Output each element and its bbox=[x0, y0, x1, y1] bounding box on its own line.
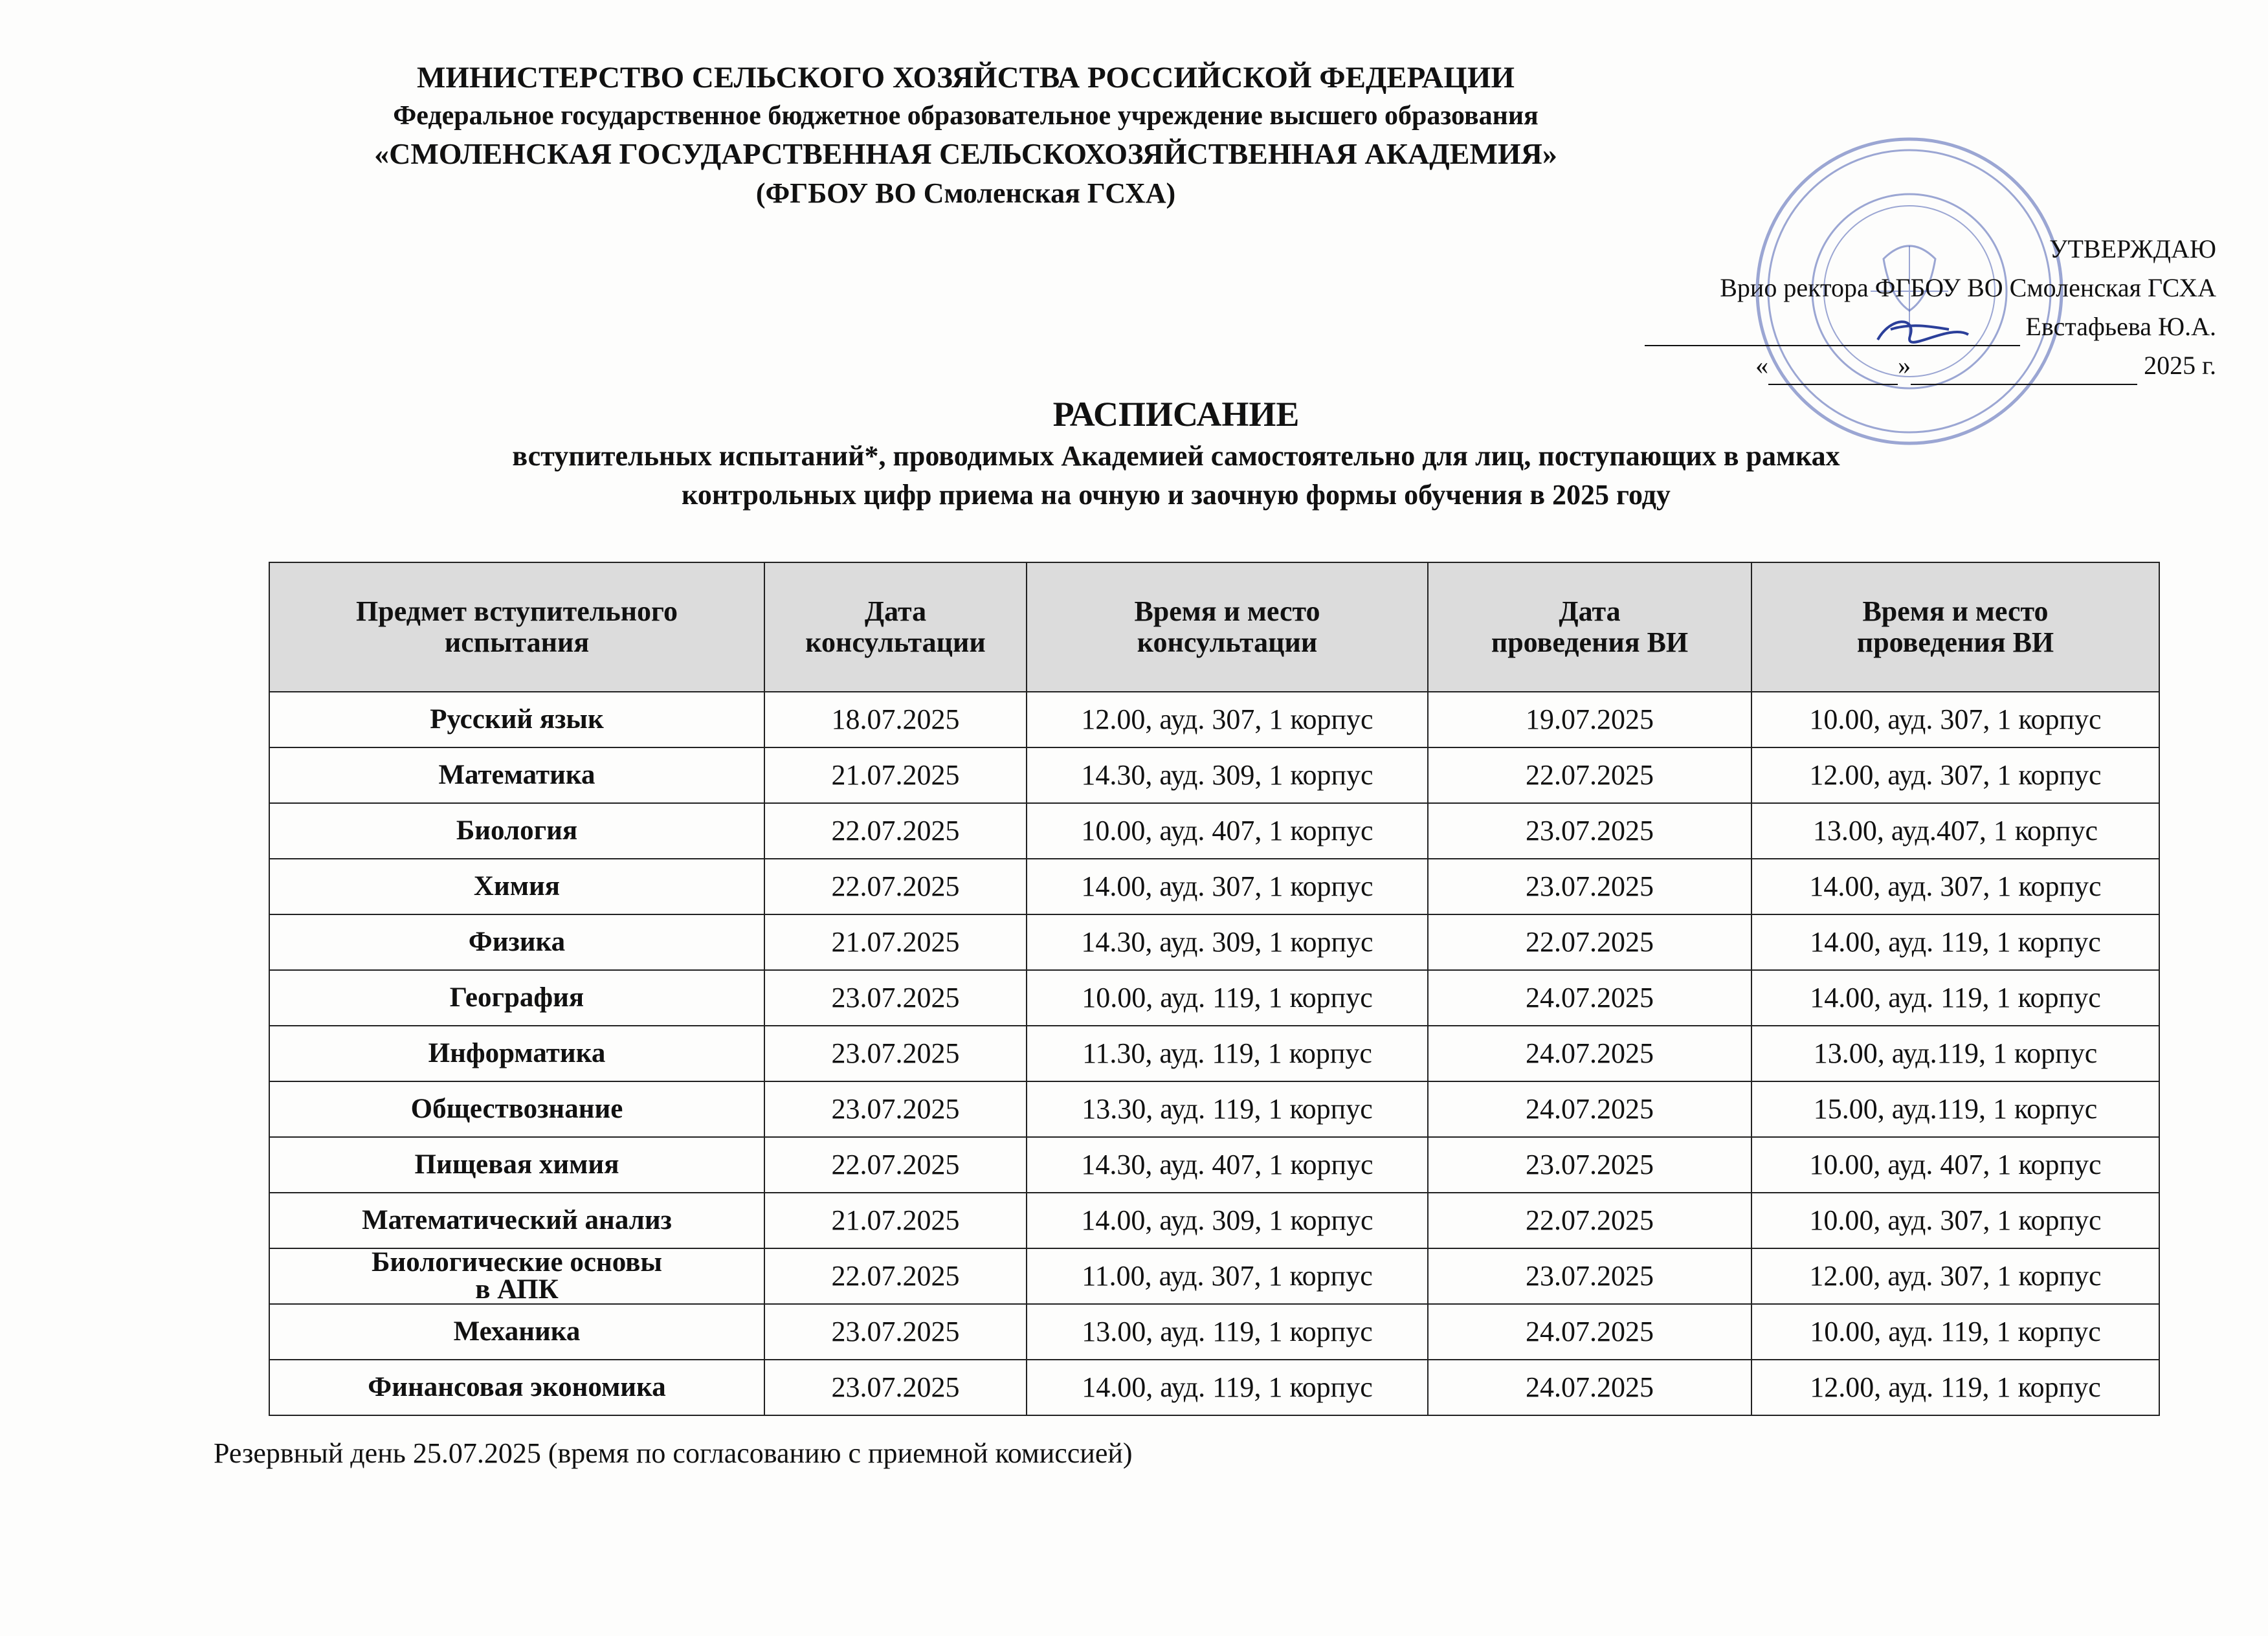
table-row bbox=[269, 970, 2159, 1026]
table-row bbox=[269, 1248, 2159, 1304]
subject-cell: Математический анализ bbox=[269, 1193, 764, 1248]
column-header-line: Предмет вступительного bbox=[356, 595, 678, 627]
table-cell: 23.07.2025 bbox=[764, 1081, 1027, 1137]
column-header-line: проведения ВИ bbox=[1491, 626, 1689, 658]
table-cell: 23.07.2025 bbox=[764, 1026, 1027, 1081]
subject-cell: Биологические основы в АПК bbox=[269, 1248, 764, 1304]
column-header-line: испытания bbox=[444, 626, 590, 658]
table-cell: 10.00, ауд. 119, 1 корпус bbox=[1751, 1304, 2159, 1360]
table-cell: 13.00, ауд.407, 1 корпус bbox=[1751, 803, 2159, 859]
table-row bbox=[269, 859, 2159, 914]
column-header bbox=[764, 562, 1027, 692]
column-header bbox=[1428, 562, 1751, 692]
table-cell: 14.00, ауд. 309, 1 корпус bbox=[1027, 1193, 1428, 1248]
table-cell: 10.00, ауд. 407, 1 корпус bbox=[1751, 1137, 2159, 1193]
table-cell: 21.07.2025 bbox=[764, 747, 1027, 803]
subject-cell: Физика bbox=[269, 914, 764, 970]
reserve-day-note: Резервный день 25.07.2025 (время по согласованию с приемной комиссией) bbox=[214, 1437, 1133, 1469]
table-cell: 14.30, ауд. 309, 1 корпус bbox=[1027, 747, 1428, 803]
subtitle-line-2: контрольных цифр приема на очную и заочную формы обучения в 2025 году bbox=[682, 479, 1671, 511]
rector-name: Евстафьева Ю.А. bbox=[2025, 312, 2216, 341]
subject-cell: Обществознание bbox=[269, 1081, 764, 1137]
table-cell: 23.07.2025 bbox=[764, 1360, 1027, 1415]
table-cell: 14.00, ауд. 119, 1 корпус bbox=[1751, 914, 2159, 970]
table-header-row bbox=[269, 562, 2159, 692]
ministry-title: МИНИСТЕРСТВО СЕЛЬСКОГО ХОЗЯЙСТВА РОССИЙСКОЙ ФЕДЕРАЦИИ bbox=[417, 61, 1515, 94]
table-cell: 21.07.2025 bbox=[764, 1193, 1027, 1248]
subject-cell: Русский язык bbox=[269, 692, 764, 747]
table-cell: 11.30, ауд. 119, 1 корпус bbox=[1027, 1026, 1428, 1081]
table-cell: 11.00, ауд. 307, 1 корпус bbox=[1027, 1248, 1428, 1304]
table-cell: 22.07.2025 bbox=[764, 803, 1027, 859]
table-cell: 13.30, ауд. 119, 1 корпус bbox=[1027, 1081, 1428, 1137]
table-row bbox=[269, 803, 2159, 859]
institution-short-name: (ФГБОУ ВО Смоленская ГСХА) bbox=[755, 177, 1176, 209]
table-row bbox=[269, 1137, 2159, 1193]
table-cell: 22.07.2025 bbox=[764, 859, 1027, 914]
date-day-blank bbox=[1768, 355, 1898, 385]
table-row bbox=[269, 914, 2159, 970]
column-header-line: Дата bbox=[864, 595, 927, 627]
date-month-blank bbox=[1911, 355, 2137, 385]
table-cell: 23.07.2025 bbox=[1428, 859, 1751, 914]
column-header-line: проведения ВИ bbox=[1856, 626, 2054, 658]
table-cell: 24.07.2025 bbox=[1428, 970, 1751, 1026]
table-row bbox=[269, 1193, 2159, 1248]
table-cell: 19.07.2025 bbox=[1428, 692, 1751, 747]
document-header bbox=[0, 58, 1931, 214]
table-cell: 10.00, ауд. 119, 1 корпус bbox=[1027, 970, 1428, 1026]
table-cell: 14.00, ауд. 119, 1 корпус bbox=[1751, 970, 2159, 1026]
institution-type: Федеральное государственное бюджетное образовательное учреждение высшего образования bbox=[393, 101, 1539, 131]
approval-block bbox=[1645, 230, 2216, 385]
table-cell: 10.00, ауд. 407, 1 корпус bbox=[1027, 803, 1428, 859]
table-cell: 23.07.2025 bbox=[1428, 1137, 1751, 1193]
table-row bbox=[269, 692, 2159, 747]
table-cell: 14.30, ауд. 309, 1 корпус bbox=[1027, 914, 1428, 970]
approval-signature-line bbox=[1645, 307, 2216, 346]
table-cell: 22.07.2025 bbox=[1428, 914, 1751, 970]
table-cell: 14.30, ауд. 407, 1 корпус bbox=[1027, 1137, 1428, 1193]
subject-cell: Финансовая экономика bbox=[269, 1360, 764, 1415]
table-cell: 10.00, ауд. 307, 1 корпус bbox=[1751, 1193, 2159, 1248]
column-header bbox=[1751, 562, 2159, 692]
table-cell: 22.07.2025 bbox=[1428, 747, 1751, 803]
table-cell: 12.00, ауд. 307, 1 корпус bbox=[1751, 1248, 2159, 1304]
table-cell: 23.07.2025 bbox=[764, 970, 1027, 1026]
table-cell: 18.07.2025 bbox=[764, 692, 1027, 747]
table-cell: 10.00, ауд. 307, 1 корпус bbox=[1751, 692, 2159, 747]
column-header-line: Время и место bbox=[1134, 595, 1320, 627]
approval-position: Врио ректора ФГБОУ ВО Смоленская ГСХА bbox=[1720, 273, 2216, 302]
subject-cell: География bbox=[269, 970, 764, 1026]
table-cell: 22.07.2025 bbox=[1428, 1193, 1751, 1248]
subject-cell: Механика bbox=[269, 1304, 764, 1360]
table-row bbox=[269, 1026, 2159, 1081]
table-cell: 23.07.2025 bbox=[1428, 803, 1751, 859]
subject-cell: Информатика bbox=[269, 1026, 764, 1081]
subject-cell: Биология bbox=[269, 803, 764, 859]
table-cell: 13.00, ауд.119, 1 корпус bbox=[1751, 1026, 2159, 1081]
column-header bbox=[1027, 562, 1428, 692]
column-header-line: консультации bbox=[805, 626, 986, 658]
schedule-title-block bbox=[0, 392, 2268, 514]
table-row bbox=[269, 1081, 2159, 1137]
table-cell: 14.00, ауд. 307, 1 корпус bbox=[1751, 859, 2159, 914]
approval-year: 2025 г. bbox=[2144, 351, 2216, 380]
table-cell: 24.07.2025 bbox=[1428, 1026, 1751, 1081]
approval-heading: УТВЕРЖДАЮ bbox=[2049, 234, 2216, 263]
table-cell: 12.00, ауд. 119, 1 корпус bbox=[1751, 1360, 2159, 1415]
subject-cell: Химия bbox=[269, 859, 764, 914]
subtitle-line-1: вступительных испытаний*, проводимых Академией самостоятельно для лиц, поступающих в рамках bbox=[512, 440, 1840, 472]
subject-cell: Математика bbox=[269, 747, 764, 803]
subject-cell: Пищевая химия bbox=[269, 1137, 764, 1193]
column-header-line: консультации bbox=[1137, 626, 1318, 658]
table-cell: 22.07.2025 bbox=[764, 1137, 1027, 1193]
table-cell: 24.07.2025 bbox=[1428, 1360, 1751, 1415]
institution-name: «СМОЛЕНСКАЯ ГОСУДАРСТВЕННАЯ СЕЛЬСКОХОЗЯЙСТВЕННАЯ АКАДЕМИЯ» bbox=[374, 137, 1557, 170]
table-cell: 22.07.2025 bbox=[764, 1248, 1027, 1304]
schedule-table bbox=[269, 562, 2160, 1416]
table-cell: 14.00, ауд. 119, 1 корпус bbox=[1027, 1360, 1428, 1415]
table-cell: 14.00, ауд. 307, 1 корпус bbox=[1027, 859, 1428, 914]
table-cell: 23.07.2025 bbox=[764, 1304, 1027, 1360]
table-cell: 12.00, ауд. 307, 1 корпус bbox=[1751, 747, 2159, 803]
table-row bbox=[269, 747, 2159, 803]
table-cell: 13.00, ауд. 119, 1 корпус bbox=[1027, 1304, 1428, 1360]
page-title: РАСПИСАНИЕ bbox=[1052, 395, 1300, 434]
table-cell: 12.00, ауд. 307, 1 корпус bbox=[1027, 692, 1428, 747]
column-header bbox=[269, 562, 764, 692]
signature-icon bbox=[1645, 316, 2020, 346]
table-cell: 24.07.2025 bbox=[1428, 1304, 1751, 1360]
approval-date-line: « » 2025 г. bbox=[1645, 346, 2216, 385]
column-header-line: Время и место bbox=[1862, 595, 2049, 627]
table-row bbox=[269, 1360, 2159, 1415]
table-cell: 21.07.2025 bbox=[764, 914, 1027, 970]
table-row bbox=[269, 1304, 2159, 1360]
column-header-line: Дата bbox=[1559, 595, 1621, 627]
table-cell: 15.00, ауд.119, 1 корпус bbox=[1751, 1081, 2159, 1137]
table-cell: 23.07.2025 bbox=[1428, 1248, 1751, 1304]
table-cell: 24.07.2025 bbox=[1428, 1081, 1751, 1137]
